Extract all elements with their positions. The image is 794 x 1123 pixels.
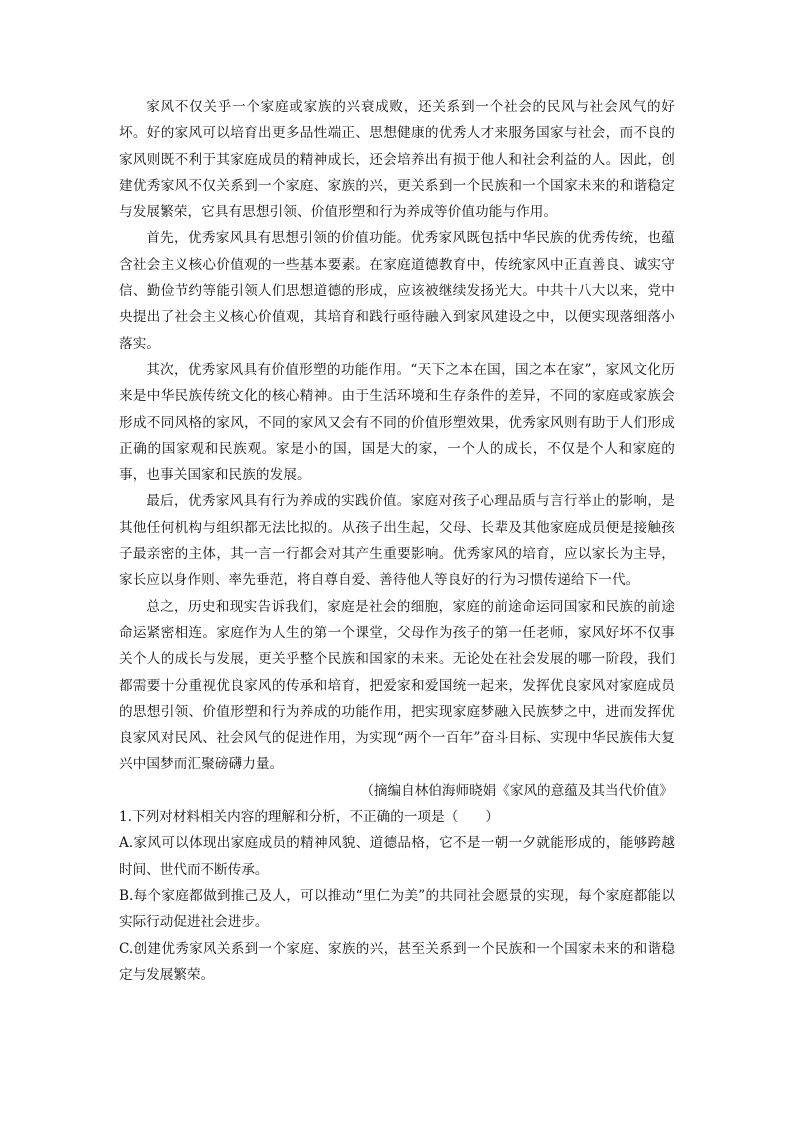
option-c: C.创建优秀家风关系到一个家庭、家族的兴，甚至关系到一个民族和一个国家未来的和谐稳定与发展繁荣。	[119, 940, 675, 983]
paragraph-conclusion: 总之，历史和现实告诉我们，家庭是社会的细胞，家庭的前途命运同国家和民族的前途命运紧密相连。家庭作为人生的第一个课堂，父母作为孩子的第一任老师，家风好坏不仅事关个人的成长与发展，更关乎整个民族和国家的未来。无论处在社会发展的哪一阶段，我们都需要十分重视优良家风的传承和培育，把爱家和爱国统一起来，发挥优良家风对家庭成员的思想引领、价值形塑和行为养成的功能作用，把实现家庭梦融入民族梦之中，进而发挥优良家风对民风、社会风气的促进作用，为实现“两个一百年”奋斗目标、实现中华民族伟大复兴中国梦而汇聚磅礴力量。	[119, 598, 675, 773]
source-citation: （摘编自林伯海师晓娟《家风的意蕴及其当代价值》	[360, 782, 673, 799]
paragraph-first: 首先，优秀家风具有思想引领的价值功能。优秀家风既包括中华民族的优秀传统，也蕴含社会主义核心价值观的一些基本要素。在家庭道德教育中，传统家风中正直善良、诚实守信、勤俭节约等能引领人们思想道德的形成，应该被继续发扬光大。中共十八大以来，党中央提出了社会主义核心价值观，其培育和践行亟待融入到家风建设之中，以便实现落细落小落实。	[119, 230, 675, 352]
paragraph-second: 其次，优秀家风具有价值形塑的功能作用。“天下之本在国，国之本在家”，家风文化历来是中华民族传统文化的核心精神。由于生活环境和生存条件的差异，不同的家庭或家族会形成不同风格的家风，不同的家风又会有不同的价值形塑效果，优秀家风则有助于人们形成正确的国家观和民族观。家是小的国，国是大的家，一个人的成长，不仅是个人和家庭的事，也事关国家和民族的发展。	[119, 361, 675, 484]
paragraph-third: 最后，优秀家风具有行为养成的实践价值。家庭对孩子心理品质与言行举止的影响，是其他任何机构与组织都无法比拟的。从孩子出生起，父母、长辈及其他家庭成员便是接触孩子最亲密的主体，其一言一行都会对其产生重要影响。优秀家风的培育，应以家长为主导，家长应以身作则、率先垂范，将自尊自爱、善待他人等良好的行为习惯传递给下一代。	[119, 493, 675, 589]
question-stem: 1.下列对材料相关内容的理解和分析，不正确的一项是（ ）	[119, 809, 499, 826]
option-b: B.每个家庭都做到推己及人，可以推动“里仁为美”的共同社会愿景的实现，每个家庭都能以实际行动促进社会进步。	[119, 887, 675, 931]
paragraph-intro: 家风不仅关乎一个家庭或家族的兴衰成败，还关系到一个社会的民风与社会风气的好坏。好的家风可以培育出更多品性端正、思想健康的优秀人才来服务国家与社会，而不良的家风则既不利于其家庭成员的精神成长，还会培养出有损于他人和社会利益的人。因此，创建优秀家风不仅关系到一个家庭、家族的兴，更关系到一个民族和一个国家未来的和谐稳定与发展繁荣，它具有思想引领、价值形塑和行为养成等价值功能与作用。	[119, 99, 675, 221]
option-a: A.家风可以体现出家庭成员的精神风貌、道德品格，它不是一朝一夕就能形成的，能够跨越时间、世代而不断传承。	[119, 835, 675, 878]
document-page	[119, 94, 675, 988]
